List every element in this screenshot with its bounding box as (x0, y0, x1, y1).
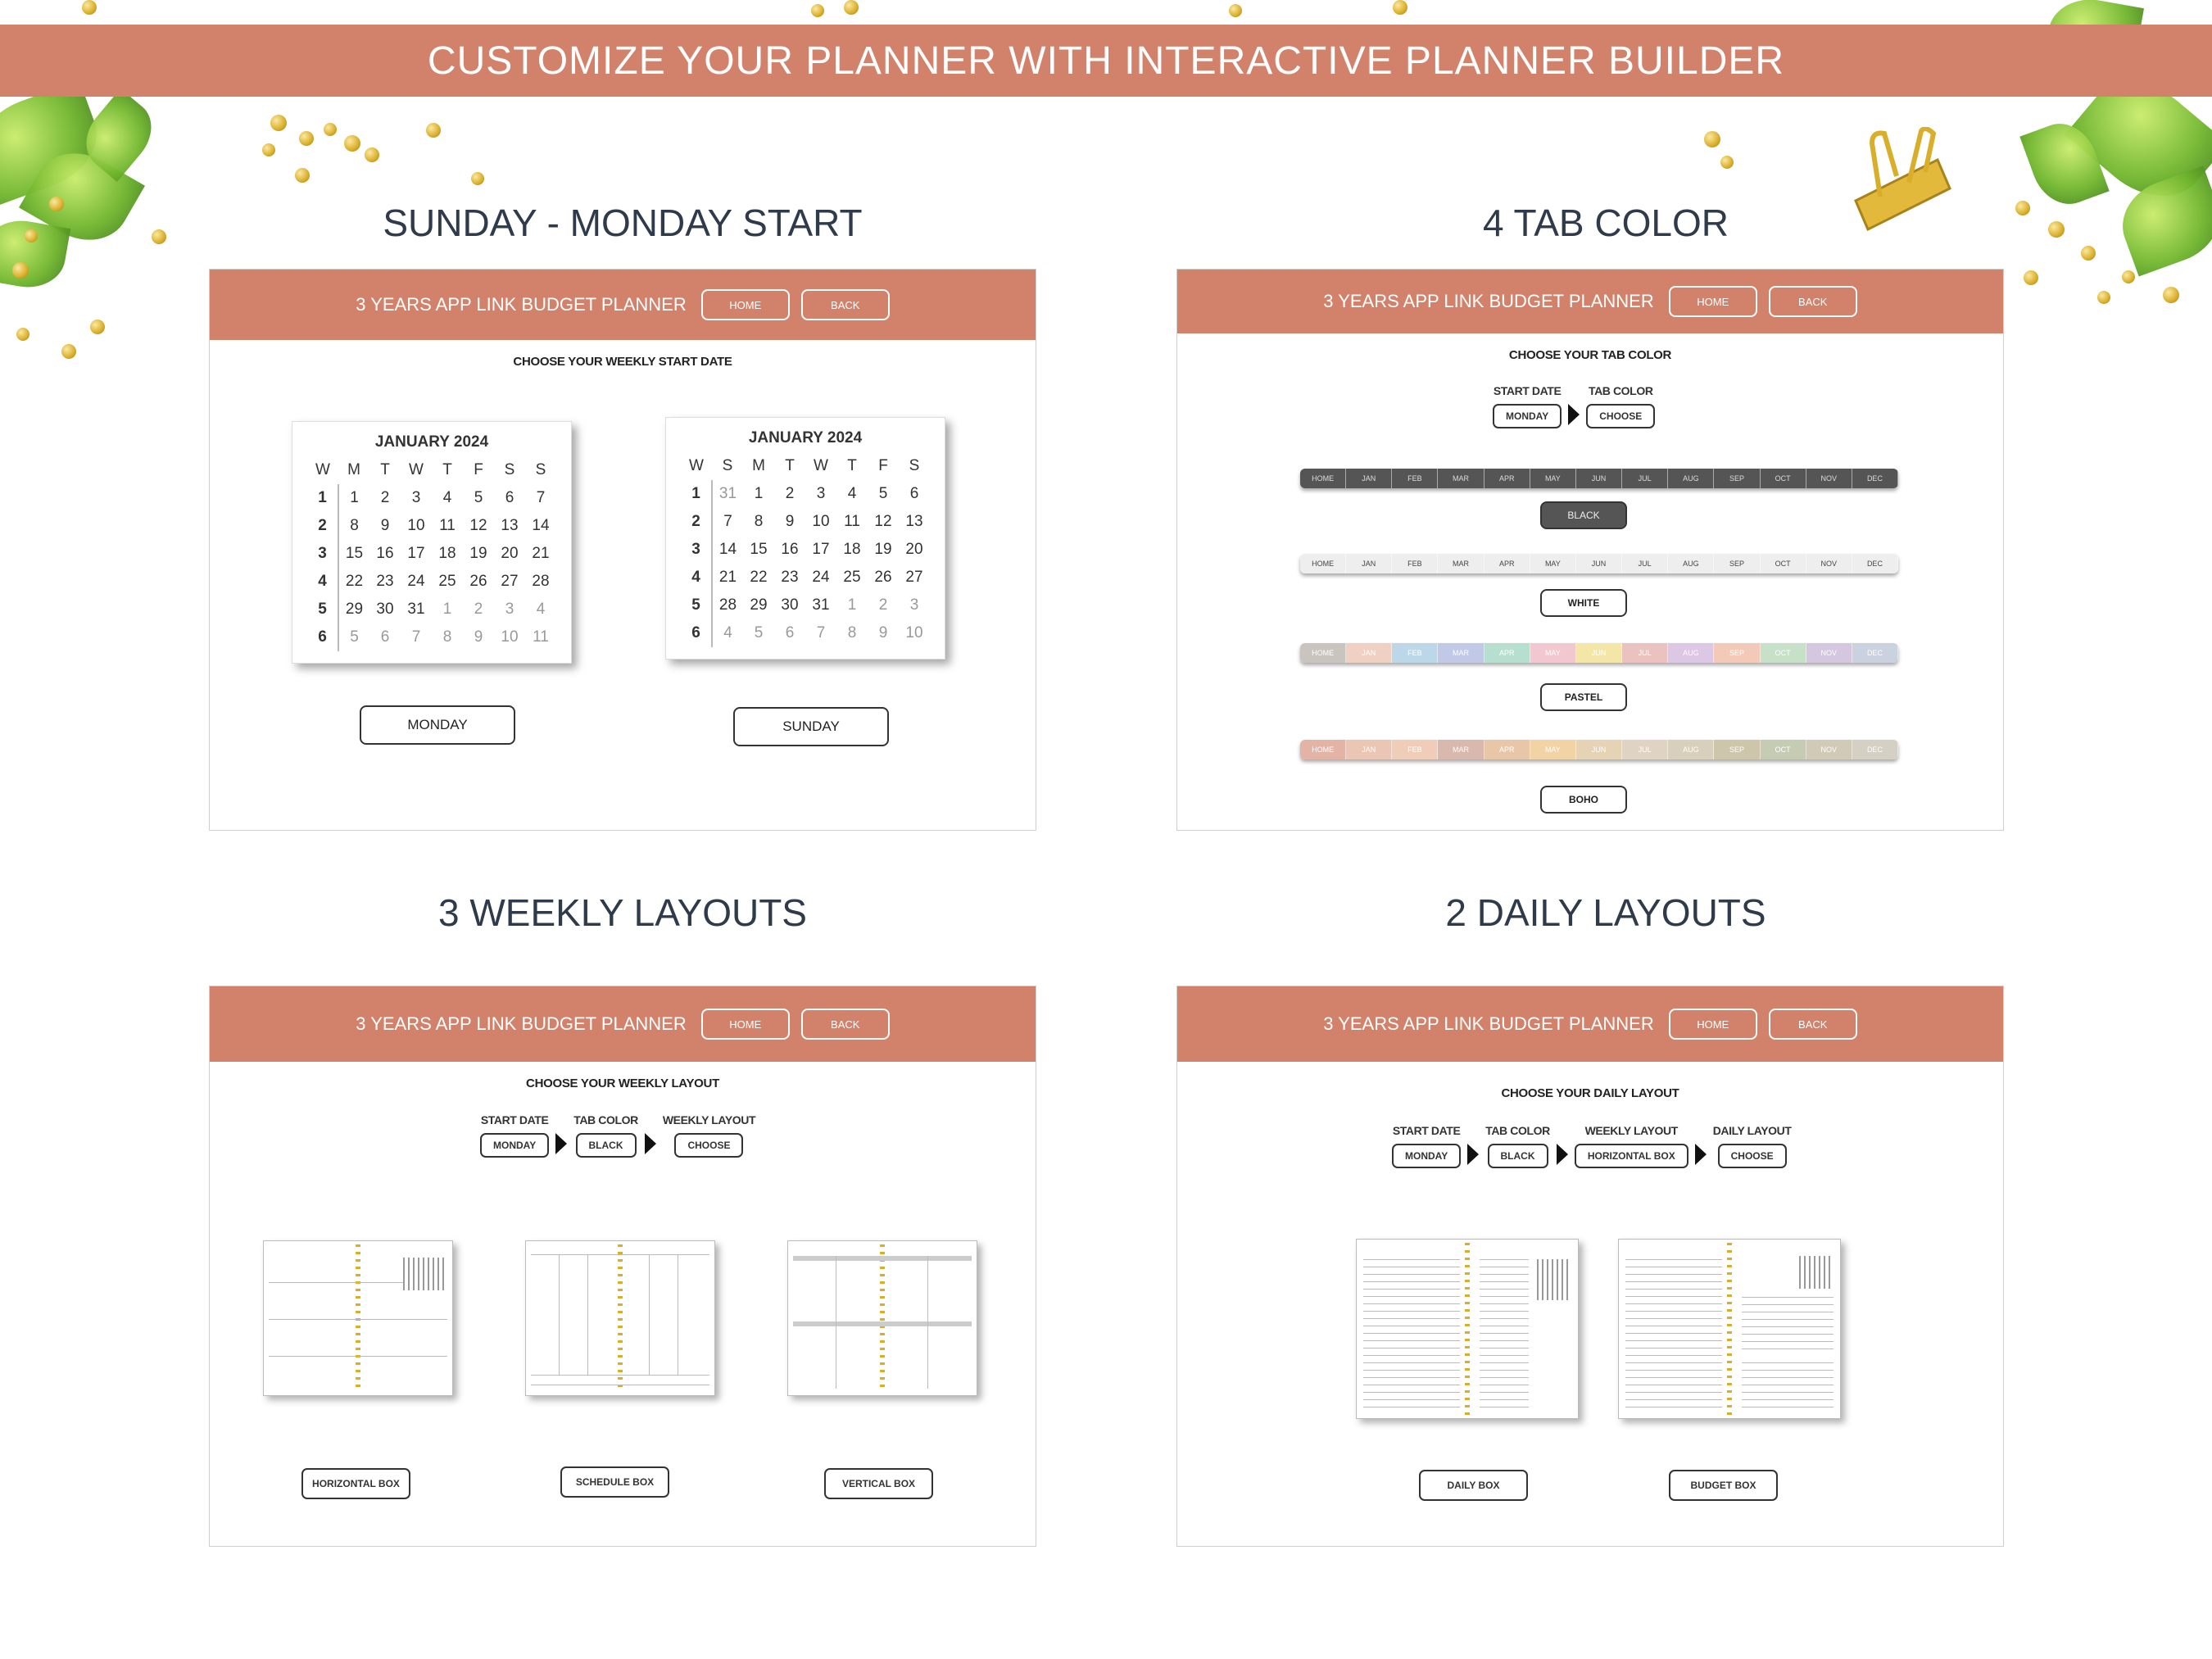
step-2 (573, 1113, 638, 1158)
calendar-day: 29 (345, 601, 364, 618)
calendar-day: 16 (376, 545, 394, 562)
calendar-week-row (307, 484, 556, 512)
calendar-day: 18 (843, 541, 861, 558)
step-value-box[interactable]: CHOOSE (1586, 404, 1655, 428)
week-number: 5 (681, 592, 712, 619)
back-button[interactable]: BACK (801, 1009, 890, 1040)
tab-preview: DEC (1852, 554, 1898, 573)
step-1 (1493, 384, 1562, 428)
tab-preview: NOV (1806, 643, 1852, 663)
calendar-week-row (681, 619, 930, 647)
step-value-box[interactable]: BLACK (1488, 1144, 1548, 1168)
tab-preview: JUL (1622, 554, 1668, 573)
home-button[interactable]: HOME (701, 1009, 790, 1040)
calendar-day: 7 (536, 489, 546, 506)
calendar-day: 20 (905, 541, 923, 558)
budget-box-thumbnail[interactable] (1618, 1239, 1841, 1419)
home-button[interactable]: HOME (1669, 286, 1757, 317)
calendar-week-row (307, 596, 556, 623)
arrow-right-icon (1557, 1144, 1568, 1165)
calendar-day: 15 (750, 541, 768, 558)
calendar-day: 10 (812, 513, 830, 530)
calendar-month: JANUARY 2024 (748, 429, 863, 446)
calendar-day: 26 (469, 573, 487, 590)
calendar-day: 16 (781, 541, 799, 558)
calendar-week-row (307, 623, 556, 651)
step-1 (480, 1113, 549, 1158)
calendar-day: 6 (505, 489, 514, 506)
calendar-day: 13 (905, 513, 923, 530)
calendar-day: 24 (812, 569, 830, 586)
calendar-day: 1 (847, 596, 857, 614)
arrow-right-icon (1467, 1144, 1479, 1165)
arrow-right-icon (1568, 404, 1580, 425)
calendar-day: 19 (469, 545, 487, 562)
calendar-day: 10 (905, 624, 923, 641)
calendar-week-row (681, 536, 930, 564)
panel-title: 3 YEARS APP LINK BUDGET PLANNER (1323, 1013, 1654, 1034)
tab-preview: DEC (1852, 469, 1898, 488)
calendar-day: 14 (532, 517, 550, 534)
tab-preview: HOME (1300, 469, 1346, 488)
calendar-monday-start (292, 421, 572, 664)
panel-tab-color (1176, 269, 2004, 831)
step-value-box[interactable]: HORIZONTAL BOX (1575, 1144, 1688, 1168)
calendar-day: 9 (380, 517, 390, 534)
panel-weekly-layout (209, 986, 1036, 1547)
weekday-header: T (847, 457, 857, 474)
tab-preview: JUL (1622, 469, 1668, 488)
tab-color-preview-pastel (1300, 643, 1898, 663)
calendar-day: 7 (411, 628, 421, 646)
calendar-day: 1 (442, 601, 452, 618)
calendar-day: 3 (909, 596, 919, 614)
step-label: TAB COLOR (1485, 1124, 1550, 1137)
vertical-box-thumbnail[interactable] (787, 1240, 977, 1396)
tab-preview: MAR (1438, 643, 1484, 663)
panel-header (1177, 986, 2003, 1062)
calendar-day: 5 (350, 628, 359, 646)
calendar-day: 17 (407, 545, 425, 562)
weekday-header: F (474, 461, 483, 478)
panel-title: 3 YEARS APP LINK BUDGET PLANNER (1323, 291, 1654, 311)
tab-preview: SEP (1714, 469, 1760, 488)
step-label: DAILY LAYOUT (1712, 1124, 1792, 1137)
tab-preview: MAY (1530, 643, 1576, 663)
tab-preview: JUN (1576, 469, 1622, 488)
tab-preview: JUL (1622, 643, 1668, 663)
calendar-day: 21 (532, 545, 550, 562)
panel-header (210, 270, 1036, 340)
weekday-header: S (535, 461, 546, 478)
section-title-daily: 2 DAILY LAYOUTS (1445, 891, 1766, 934)
step-3 (1575, 1124, 1688, 1168)
calendar-header-row (681, 452, 930, 480)
calendar-day: 12 (469, 517, 487, 534)
tab-preview: AUG (1668, 643, 1714, 663)
vertical-box-button[interactable]: VERTICAL BOX (824, 1468, 933, 1499)
section-title-weekly: 3 WEEKLY LAYOUTS (438, 891, 807, 934)
tab-preview: NOV (1806, 554, 1852, 573)
week-number: 1 (681, 480, 712, 508)
tab-preview: APR (1484, 643, 1530, 663)
daily-box-thumbnail[interactable] (1356, 1239, 1579, 1419)
calendar-day: 7 (723, 513, 732, 530)
tab-color-preview-white (1300, 554, 1898, 573)
week-number: 4 (307, 568, 338, 596)
calendar-day: 6 (909, 485, 919, 502)
tab-preview: OCT (1761, 643, 1806, 663)
tab-preview: MAR (1438, 740, 1484, 759)
weekday-header: S (909, 457, 920, 474)
tab-preview: AUG (1668, 469, 1714, 488)
tab-preview: NOV (1806, 740, 1852, 759)
calendar-header-row (307, 456, 556, 484)
step-2 (1485, 1124, 1550, 1168)
calendar-day: 31 (407, 601, 425, 618)
panel-header (1177, 270, 2003, 333)
tab-preview: HOME (1300, 740, 1346, 759)
panel-start-date (209, 269, 1036, 831)
calendar-day: 30 (781, 596, 799, 614)
tab-preview: JUL (1622, 740, 1668, 759)
calendar-day: 27 (905, 569, 923, 586)
calendar-day: 7 (816, 624, 826, 641)
tab-preview: SEP (1714, 643, 1760, 663)
calendar-week-row (681, 480, 930, 508)
tab-preview: HOME (1300, 643, 1346, 663)
section-title-tabs: 4 TAB COLOR (1483, 202, 1729, 244)
step-label: WEEKLY LAYOUT (662, 1113, 756, 1126)
back-button[interactable]: BACK (1769, 286, 1857, 317)
tab-preview: FEB (1392, 554, 1438, 573)
tab-preview: DEC (1852, 740, 1898, 759)
tab-preview: MAY (1530, 740, 1576, 759)
week-number: 2 (681, 508, 712, 536)
home-button[interactable]: HOME (1669, 1009, 1757, 1040)
calendar-day: 21 (718, 569, 737, 586)
step-progress (1392, 1124, 1792, 1168)
calendar-day: 11 (533, 628, 549, 646)
tab-preview: APR (1484, 469, 1530, 488)
step-value-box[interactable]: BLACK (576, 1133, 637, 1158)
panel-title: 3 YEARS APP LINK BUDGET PLANNER (356, 294, 687, 315)
tab-color-white-button[interactable]: WHITE (1540, 589, 1627, 617)
calendar-day: 22 (345, 573, 364, 590)
calendar-week-row (681, 592, 930, 619)
weekday-header: W (814, 457, 828, 474)
calendar-day: 9 (474, 628, 483, 646)
calendar-day: 28 (532, 573, 550, 590)
daily-box-button[interactable]: DAILY BOX (1419, 1470, 1528, 1501)
calendar-day: 10 (407, 517, 425, 534)
calendar-day: 4 (847, 485, 857, 502)
calendar-day: 8 (442, 628, 452, 646)
calendar-day: 18 (438, 545, 456, 562)
back-button[interactable]: BACK (801, 289, 890, 320)
tab-color-preview-black (1300, 469, 1898, 488)
calendar-day: 30 (376, 601, 394, 618)
tab-preview: JAN (1346, 554, 1392, 573)
calendar-day: 8 (847, 624, 857, 641)
step-label: START DATE (1392, 1124, 1461, 1137)
tab-preview: SEP (1714, 554, 1760, 573)
panel-caption: CHOOSE YOUR TAB COLOR (1508, 348, 1672, 362)
calendar-day: 31 (812, 596, 830, 614)
step-label: TAB COLOR (1588, 384, 1653, 397)
calendar-day: 5 (878, 485, 888, 502)
step-label: START DATE (480, 1113, 549, 1126)
calendar-day: 17 (812, 541, 830, 558)
tab-color-boho-button[interactable]: BOHO (1540, 786, 1627, 814)
calendar-day: 2 (878, 596, 888, 614)
tab-preview: JUN (1576, 554, 1622, 573)
calendar-day: 8 (350, 517, 359, 534)
calendar-day: 4 (442, 489, 452, 506)
horizontal-box-button[interactable]: HORIZONTAL BOX (301, 1468, 410, 1499)
calendar-day: 8 (754, 513, 764, 530)
weekday-header: W (689, 457, 704, 474)
tab-preview: MAY (1530, 469, 1576, 488)
arrow-right-icon (645, 1133, 656, 1154)
tab-preview: JUN (1576, 643, 1622, 663)
step-value-box[interactable]: CHOOSE (1718, 1144, 1787, 1168)
weekday-header: T (442, 461, 452, 478)
week-number: 6 (681, 619, 712, 647)
calendar-day: 13 (501, 517, 519, 534)
calendar-day: 23 (376, 573, 394, 590)
calendar-day: 28 (718, 596, 737, 614)
step-2 (1586, 384, 1655, 428)
calendar-day: 25 (438, 573, 456, 590)
tab-preview: JAN (1346, 469, 1392, 488)
tab-preview: JAN (1346, 643, 1392, 663)
monday-start-button[interactable]: MONDAY (360, 705, 515, 745)
calendar-week-row (307, 512, 556, 540)
calendar-day: 4 (723, 624, 732, 641)
budget-box-button[interactable]: BUDGET BOX (1669, 1470, 1778, 1501)
tab-preview: MAR (1438, 554, 1484, 573)
weekday-header: M (347, 461, 360, 478)
calendar-day: 6 (785, 624, 795, 641)
panel-title: 3 YEARS APP LINK BUDGET PLANNER (356, 1013, 687, 1034)
week-number: 2 (307, 512, 338, 540)
calendar-day: 29 (750, 596, 768, 614)
tab-preview: AUG (1668, 554, 1714, 573)
weekday-header: F (878, 457, 888, 474)
tab-preview: OCT (1761, 740, 1806, 759)
back-button[interactable]: BACK (1769, 1009, 1857, 1040)
tab-preview: DEC (1852, 643, 1898, 663)
calendar-day: 31 (718, 485, 737, 502)
tab-preview: FEB (1392, 643, 1438, 663)
calendar-day: 4 (536, 601, 546, 618)
calendar-day: 15 (345, 545, 364, 562)
calendar-sunday-start (665, 417, 945, 660)
weekday-header: W (409, 461, 424, 478)
panel-caption: CHOOSE YOUR WEEKLY START DATE (513, 355, 732, 369)
arrow-right-icon (555, 1133, 567, 1154)
step-label: TAB COLOR (573, 1113, 638, 1126)
step-value-box[interactable]: MONDAY (480, 1133, 549, 1158)
tab-preview: APR (1484, 554, 1530, 573)
tab-preview: HOME (1300, 554, 1346, 573)
calendar-day: 2 (785, 485, 795, 502)
step-value-box[interactable]: MONDAY (1392, 1144, 1461, 1168)
tab-preview: APR (1484, 740, 1530, 759)
step-1 (1392, 1124, 1461, 1168)
week-number: 6 (307, 623, 338, 651)
calendar-day: 10 (501, 628, 519, 646)
calendar-day: 11 (439, 517, 456, 534)
calendar-day: 14 (718, 541, 737, 558)
calendar-day: 22 (750, 569, 768, 586)
panel-caption: CHOOSE YOUR DAILY LAYOUT (1501, 1086, 1679, 1100)
calendar-week-row (307, 540, 556, 568)
step-progress (480, 1113, 755, 1158)
week-number: 4 (681, 564, 712, 592)
step-3 (663, 1113, 755, 1158)
horizontal-box-thumbnail[interactable] (263, 1240, 453, 1396)
tab-preview: OCT (1761, 469, 1806, 488)
tab-preview: JUN (1576, 740, 1622, 759)
calendar-day: 26 (874, 569, 892, 586)
week-number: 1 (307, 484, 338, 512)
weekday-header: T (785, 457, 795, 474)
tab-color-pastel-button[interactable]: PASTEL (1540, 683, 1627, 711)
calendar-day: 23 (781, 569, 799, 586)
arrow-right-icon (1695, 1144, 1707, 1165)
panel-daily-layout (1176, 986, 2004, 1547)
step-label: START DATE (1493, 384, 1562, 397)
calendar-month: JANUARY 2024 (374, 433, 489, 451)
weekday-header: T (380, 461, 390, 478)
calendar-day: 9 (785, 513, 795, 530)
tab-preview: FEB (1392, 469, 1438, 488)
step-label: WEEKLY LAYOUT (1584, 1124, 1678, 1137)
weekday-header: S (722, 457, 733, 474)
calendar-day: 27 (501, 573, 519, 590)
panel-caption: CHOOSE YOUR WEEKLY LAYOUT (526, 1077, 719, 1090)
calendar-day: 3 (411, 489, 421, 506)
calendar-day: 2 (474, 601, 483, 618)
step-value-box[interactable]: MONDAY (1493, 404, 1562, 428)
calendar-day: 3 (505, 601, 514, 618)
calendar-day: 2 (380, 489, 390, 506)
calendar-day: 12 (874, 513, 892, 530)
calendar-day: 24 (407, 573, 425, 590)
panel-header (210, 986, 1036, 1062)
tab-preview: JAN (1346, 740, 1392, 759)
calendar-week-row (681, 564, 930, 592)
weekday-header: S (504, 461, 515, 478)
tab-preview: FEB (1392, 740, 1438, 759)
top-banner (0, 25, 2212, 97)
step-4 (1713, 1124, 1792, 1168)
calendar-day: 1 (350, 489, 359, 506)
tab-preview: OCT (1761, 554, 1806, 573)
tab-preview: MAR (1438, 469, 1484, 488)
calendar-day: 3 (816, 485, 826, 502)
calendar-day: 25 (843, 569, 861, 586)
calendar-day: 5 (474, 489, 483, 506)
section-title-start: SUNDAY - MONDAY START (383, 202, 863, 244)
step-progress (1493, 384, 1655, 428)
tab-preview: NOV (1806, 469, 1852, 488)
calendar-day: 20 (501, 545, 519, 562)
calendar-day: 1 (754, 485, 764, 502)
week-number: 5 (307, 596, 338, 623)
home-button[interactable]: HOME (701, 289, 790, 320)
schedule-box-thumbnail[interactable] (525, 1240, 715, 1396)
calendar-week-row (681, 508, 930, 536)
weekday-header: M (752, 457, 765, 474)
calendar-day: 6 (380, 628, 390, 646)
calendar-week-row (307, 568, 556, 596)
sunday-start-button[interactable]: SUNDAY (733, 707, 889, 746)
tab-preview: AUG (1668, 740, 1714, 759)
week-number: 3 (307, 540, 338, 568)
tab-preview: SEP (1714, 740, 1760, 759)
tab-color-preview-boho (1300, 740, 1898, 759)
tab-color-black-button[interactable]: BLACK (1540, 501, 1627, 529)
calendar-day: 9 (878, 624, 888, 641)
calendar-day: 19 (874, 541, 892, 558)
tab-preview: MAY (1530, 554, 1576, 573)
banner-title: CUSTOMIZE YOUR PLANNER WITH INTERACTIVE PLANNER BUILDER (427, 39, 1785, 83)
schedule-box-button[interactable]: SCHEDULE BOX (560, 1466, 669, 1498)
calendar-day: 11 (844, 513, 860, 530)
calendar-day: 5 (754, 624, 764, 641)
week-number: 3 (681, 536, 712, 564)
step-value-box[interactable]: CHOOSE (674, 1133, 743, 1158)
weekday-header: W (315, 461, 330, 478)
